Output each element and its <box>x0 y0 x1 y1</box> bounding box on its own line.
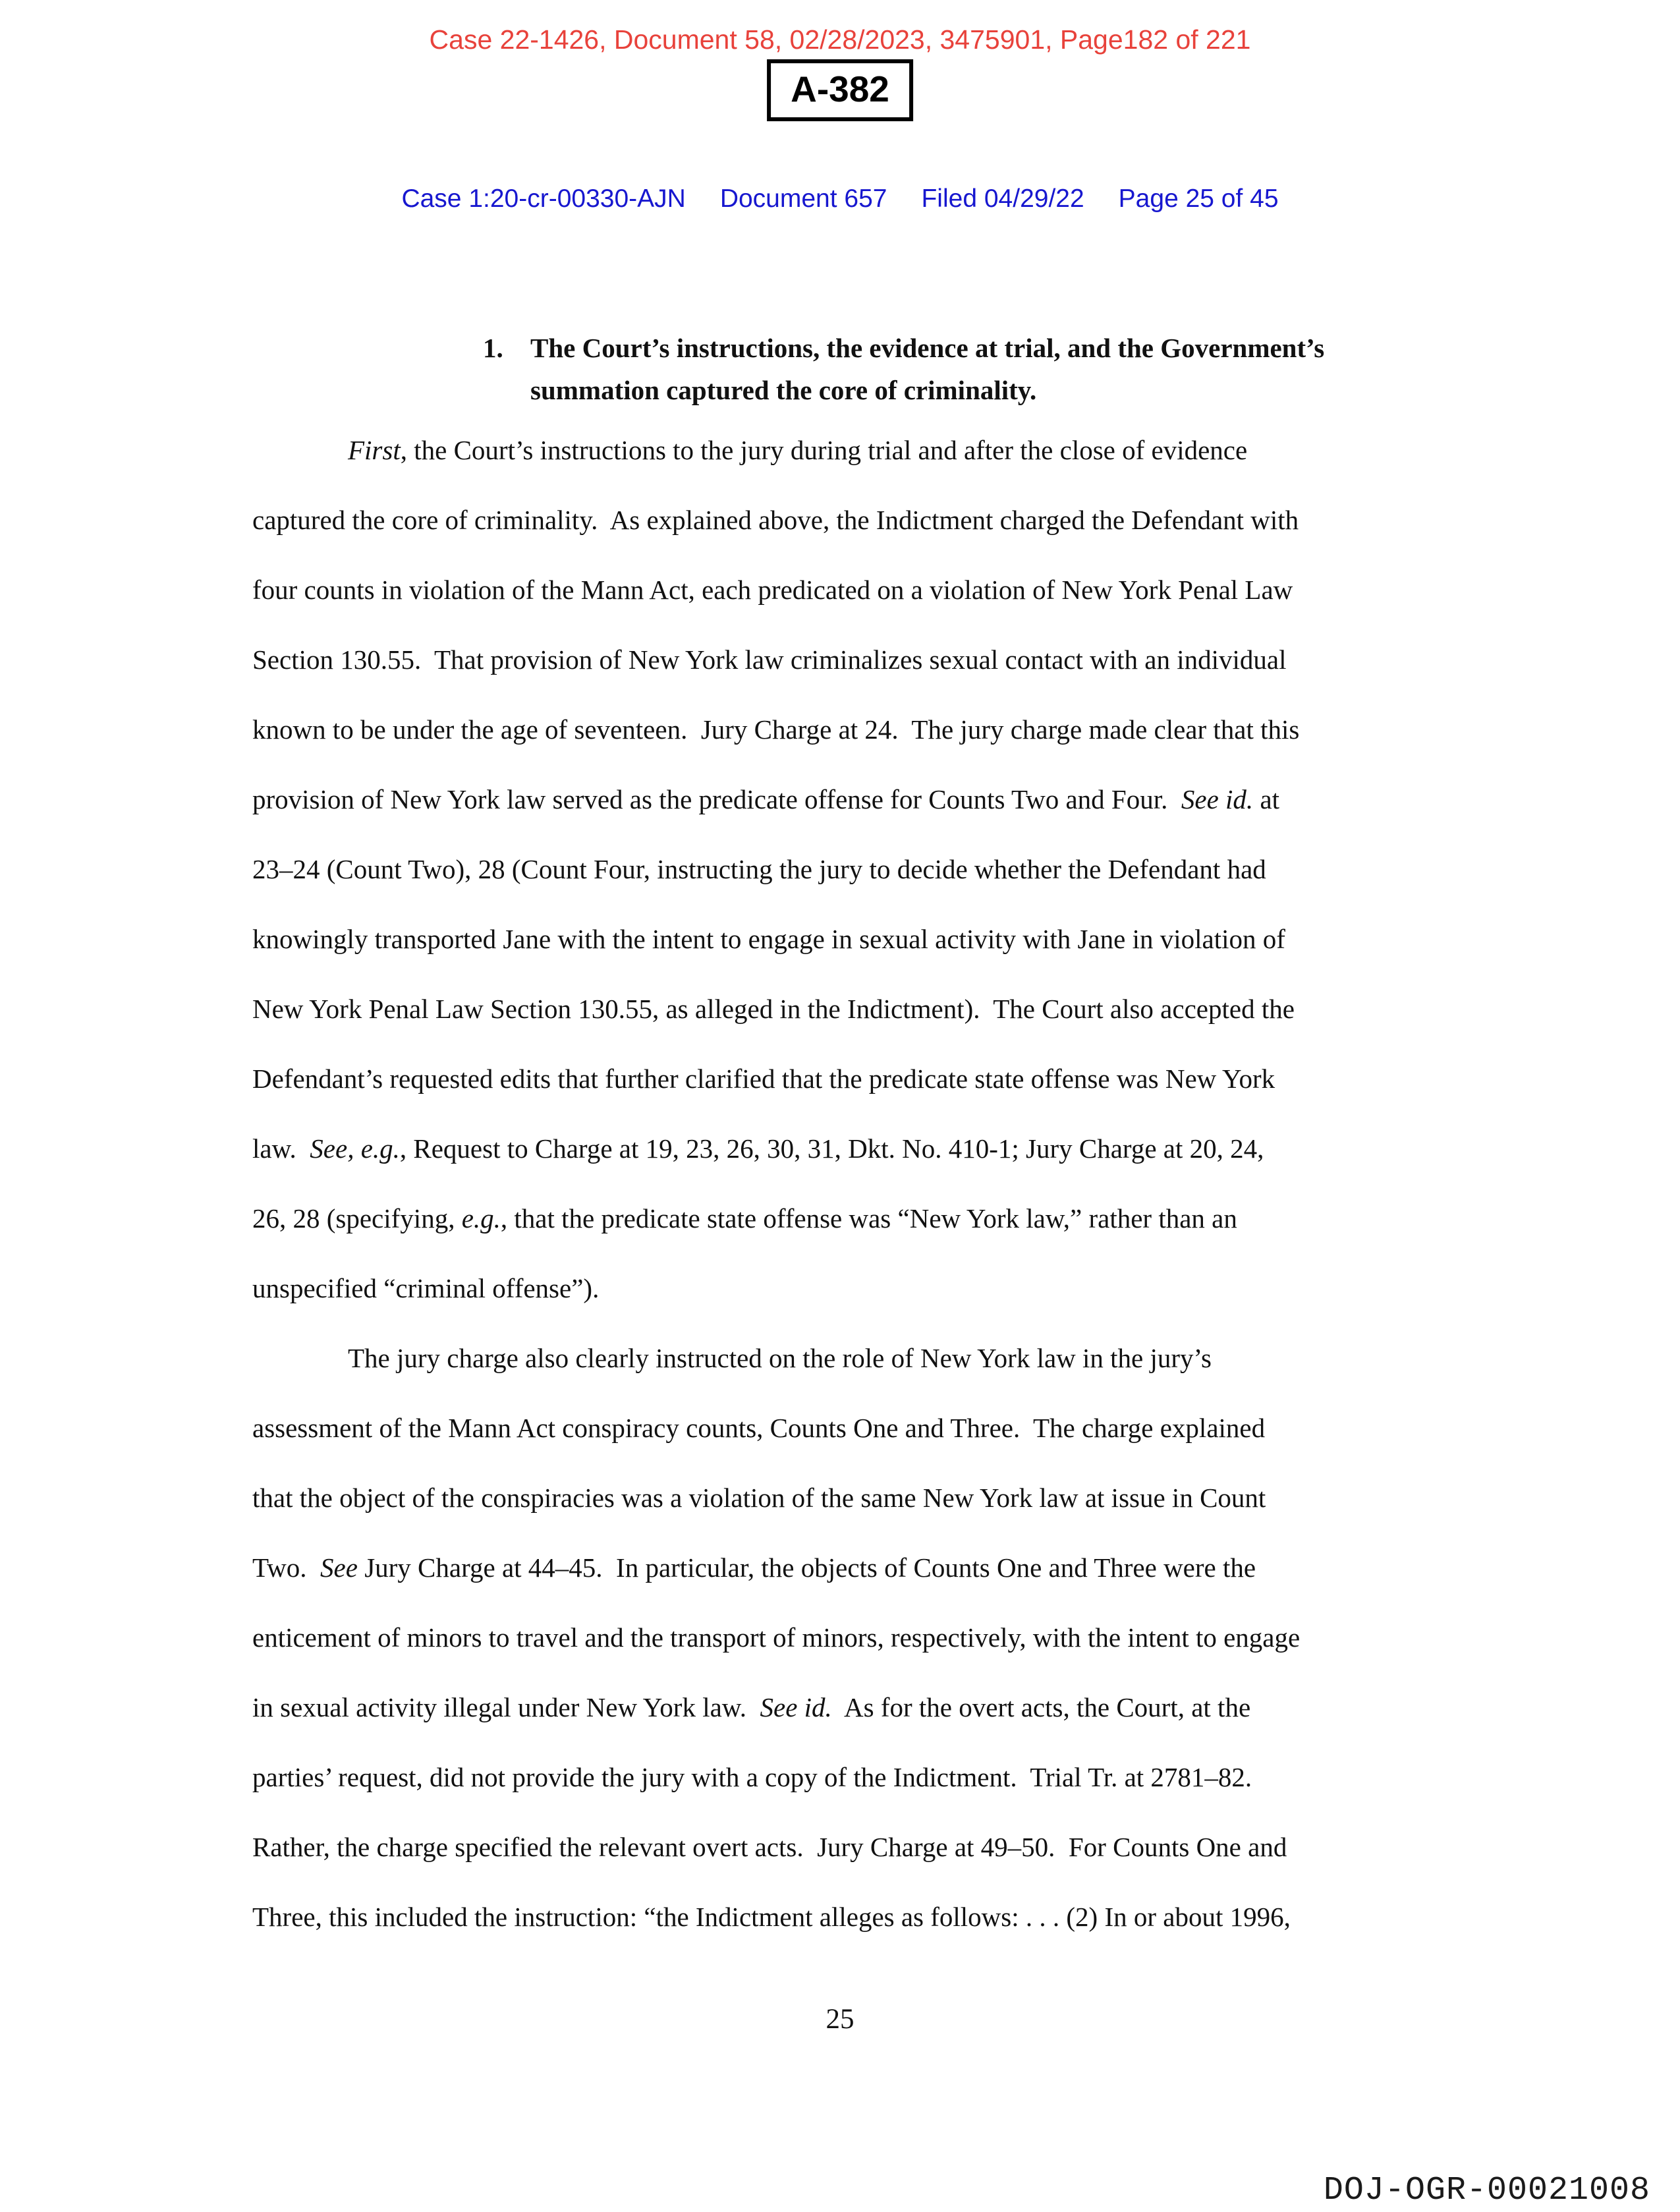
body-run: As for the overt acts, the Court, at the <box>831 1692 1251 1722</box>
body-run: 23–24 (Count Two), 28 (Count Four, instructing the jury to decide whether the Defendant had <box>252 854 1266 884</box>
body-line <box>252 1672 1438 1742</box>
section-heading-number: 1. <box>483 333 503 363</box>
body-run-italic: First <box>348 435 401 465</box>
body-run: Section 130.55. That provision of New York law criminalizes sexual contact with an individual <box>252 644 1287 675</box>
body-run: unspecified “criminal offense”). <box>252 1273 600 1303</box>
body-run: in sexual activity illegal under New York law. <box>252 1692 760 1722</box>
body-line <box>252 1533 1438 1602</box>
body-run: assessment of the Mann Act conspiracy counts, Counts One and Three. The charge explained <box>252 1413 1266 1443</box>
body-line <box>252 1812 1438 1882</box>
body-run-italic: See, e.g. <box>310 1133 400 1164</box>
body-line <box>252 1602 1438 1672</box>
body-run: The jury charge also clearly instructed on the role of New York law in the jury’s <box>348 1343 1212 1373</box>
document-number-segment: Document 657 <box>719 184 887 213</box>
body-run: captured the core of criminality. As explained above, the Indictment charged the Defendant with <box>252 505 1299 535</box>
body-line <box>252 834 1438 904</box>
body-line <box>252 695 1438 764</box>
body-line <box>252 764 1438 834</box>
body-line <box>252 625 1438 695</box>
body-run: , that the predicate state offense was “New York law,” rather than an <box>500 1203 1237 1234</box>
body-run: New York Penal Law Section 130.55, as alleged in the Indictment). The Court also accepted the <box>252 994 1295 1024</box>
body-line <box>252 1742 1438 1812</box>
body-line <box>252 1114 1438 1183</box>
body-run: Three, this included the instruction: “the Indictment alleges as follows: . . . (2) In or about 1996, <box>252 1902 1291 1932</box>
document-body <box>252 415 1438 1952</box>
body-run-italic: See id. <box>1181 784 1254 814</box>
body-run: 26, 28 (specifying, <box>252 1203 462 1234</box>
body-run: Two. <box>252 1552 321 1583</box>
body-line <box>252 974 1438 1044</box>
appendix-page-box <box>767 59 913 121</box>
body-run: at <box>1253 784 1280 814</box>
body-line <box>252 1253 1438 1323</box>
section-heading <box>483 327 1471 411</box>
bates-number: DOJ-OGR-00021008 <box>1323 2172 1650 2209</box>
body-run: Rather, the charge specified the relevant overt acts. Jury Charge at 49–50. For Counts One and <box>252 1832 1287 1862</box>
body-line <box>252 1323 1438 1393</box>
body-run: known to be under the age of seventeen. Jury Charge at 24. The jury charge made clear that this <box>252 714 1300 745</box>
body-line <box>252 1393 1438 1463</box>
body-line <box>252 485 1438 555</box>
page-number: 25 <box>826 2004 854 2035</box>
section-heading-line: summation captured the core of criminality. <box>530 375 1037 405</box>
body-run-italic: See <box>320 1552 358 1583</box>
body-run: , the Court’s instructions to the jury during trial and after the close of evidence <box>400 435 1248 465</box>
filed-date-segment: Filed 04/29/22 <box>921 184 1084 213</box>
body-run: law. <box>252 1133 310 1164</box>
body-run: , Request to Charge at 19, 23, 26, 30, 31, Dkt. No. 410-1; Jury Charge at 20, 24, <box>399 1133 1264 1164</box>
district-case-header <box>0 184 1680 213</box>
body-run: that the object of the conspiracies was a violation of the same New York law at issue in Count <box>252 1483 1266 1513</box>
body-run: four counts in violation of the Mann Act, each predicated on a violation of New York Penal Law <box>252 575 1293 605</box>
section-heading-text <box>530 327 1324 411</box>
case-number-segment: Case 1:20-cr-00330-AJN <box>401 184 686 213</box>
body-run-italic: See id. <box>760 1692 832 1722</box>
body-run: parties’ request, did not provide the jury with a copy of the Indictment. Trial Tr. at 2781–82. <box>252 1762 1252 1792</box>
body-run: provision of New York law served as the predicate offense for Counts Two and Four. <box>252 784 1181 814</box>
body-run: Defendant’s requested edits that further clarified that the predicate state offense was New York <box>252 1063 1275 1094</box>
body-run: Jury Charge at 44–45. In particular, the objects of Counts One and Three were the <box>357 1552 1256 1583</box>
body-line <box>252 904 1438 974</box>
appellate-stamp-line: Case 22-1426, Document 58, 02/28/2023, 3475901, Page182 of 221 <box>429 24 1251 55</box>
body-run: enticement of minors to travel and the transport of minors, respectively, with the intent to engage <box>252 1622 1301 1653</box>
body-run-italic: e.g. <box>461 1203 501 1234</box>
page-count-segment: Page 25 of 45 <box>1118 184 1279 213</box>
body-line <box>252 415 1438 485</box>
body-line <box>252 1183 1438 1253</box>
body-line <box>252 1882 1438 1952</box>
appendix-page-label: A-382 <box>791 69 889 109</box>
body-line <box>252 1463 1438 1533</box>
section-heading-line: The Court’s instructions, the evidence at trial, and the Government’s <box>530 333 1325 363</box>
body-line <box>252 1044 1438 1114</box>
body-line <box>252 555 1438 625</box>
body-run: knowingly transported Jane with the intent to engage in sexual activity with Jane in violation of <box>252 924 1285 954</box>
